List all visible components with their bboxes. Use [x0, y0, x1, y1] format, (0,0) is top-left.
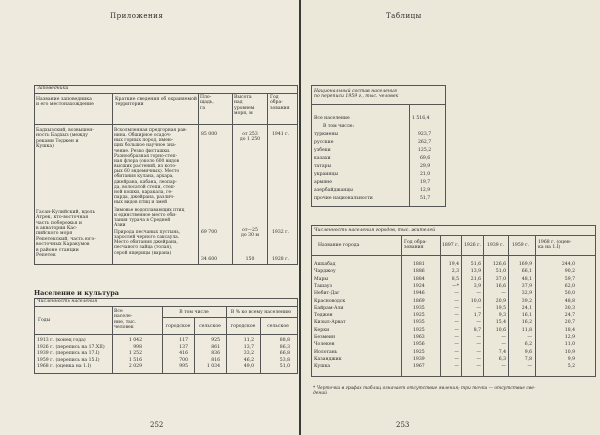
national-value: 1 516,4 — [412, 116, 430, 121]
city-1968: 10,9 — [564, 349, 575, 355]
population-urban-pct: 33,2 — [243, 351, 254, 356]
city-1926: 13,9 — [470, 269, 481, 275]
national-label: прочие национальности — [314, 196, 373, 201]
city-1897: — — [454, 305, 459, 311]
city-1968: 20,7 — [564, 320, 575, 326]
population-caption: Численность населения — [37, 299, 98, 304]
city-1897: — — [454, 349, 459, 355]
national-label: туркмены — [314, 132, 339, 137]
reserve-year: 1928 г. — [272, 257, 290, 262]
population-year: 1968 г. (оценка на 1.I) — [37, 364, 92, 369]
population-total: 1 252 — [128, 351, 142, 356]
city-founded: 1925 — [413, 327, 425, 333]
city-1939: 20,9 — [495, 298, 506, 304]
city-1897: — — [454, 298, 459, 304]
running-head-right: Таблицы — [386, 12, 422, 20]
city-1926: 3,9 — [473, 283, 481, 289]
city-founded: 1925 — [413, 313, 425, 319]
city-founded: 1924 — [413, 283, 425, 289]
national-label: В том числе: — [323, 124, 355, 129]
city-founded: 1884 — [413, 276, 425, 282]
reserve-name: Гасан-Кулийский, вдоль Атрек, кто-восточная часть побережья и в акватории Кас- пийского моря — [36, 210, 96, 237]
city-name: Безмеин — [314, 335, 336, 340]
population-rural-pct: 88,8 — [279, 338, 290, 343]
city-founded: 1963 — [413, 335, 425, 340]
city-1897: — — [454, 313, 459, 319]
city-1939: 126,6 — [492, 262, 506, 267]
city-1897: — — [454, 364, 459, 370]
population-urban: 117 — [179, 338, 188, 343]
city-1959: 11,8 — [521, 327, 532, 333]
city-1959: 16,1 — [521, 313, 532, 319]
reserve-name: Репетекский, часть юго- восточных Каракумов в районе станции Репетек — [36, 237, 96, 258]
city-1968: 244,0 — [561, 262, 575, 267]
population-sub-rural-pct: сельское — [267, 324, 289, 329]
city-1939: 37,0 — [495, 276, 506, 282]
national-label: русские — [314, 140, 334, 145]
national-value: 29,9 — [420, 164, 431, 169]
national-caption: Национальный состав населения по переписи 1959 г., тыс. человек — [314, 89, 399, 100]
city-1968: 18,4 — [564, 327, 575, 333]
population-urban: 995 — [179, 364, 188, 369]
city-1959: 16,2 — [521, 320, 532, 326]
population-urban: 700 — [179, 357, 188, 363]
population-urban: 416 — [179, 351, 188, 356]
population-rural: 925 — [211, 338, 220, 343]
city-founded: 1946 — [413, 291, 425, 297]
city-1968: 9,9 — [567, 356, 575, 362]
right-page — [301, 0, 600, 435]
city-founded: 1881 — [413, 262, 425, 267]
city-1897: — — [454, 335, 459, 340]
city-name: Байрам-Али — [314, 305, 344, 311]
city-name: Кизыл-Арват — [314, 320, 346, 326]
national-value: 262,7 — [418, 140, 432, 145]
cities-caption: Численность населения городов, тыс. жителей — [314, 228, 436, 233]
population-rural-pct: 51,0 — [279, 364, 290, 369]
reserves-col-name: Название заповедника и его местонахождение — [36, 97, 94, 108]
city-founded: 1939 — [413, 356, 425, 362]
population-urban-pct: 13,7 — [243, 344, 254, 350]
population-rural: 836 — [211, 351, 220, 356]
city-1968: 5,2 — [567, 364, 575, 370]
population-urban-pct: 49,0 — [243, 364, 254, 369]
reserve-info: Зимовье водоплавающих птиц и единственное место оби- тания турача в Средней Азии — [114, 208, 185, 229]
cities-footnote: * Черточка в графах таблиц означает отсутствие явления; три точки — отсутствие све- дений — [313, 386, 536, 397]
population-rural: 861 — [211, 344, 220, 350]
city-1897: 19,4 — [448, 262, 459, 267]
population-rural-pct: 53,8 — [279, 357, 290, 363]
city-1939: 6,3 — [498, 356, 506, 362]
city-1968: 24,7 — [564, 313, 575, 319]
cities-col-1926: 1926 г. — [464, 243, 482, 248]
population-year: 1959 г. (перепись на 15.I) — [37, 357, 100, 363]
city-1968: 90,2 — [564, 269, 575, 275]
city-1897: — — [454, 356, 459, 362]
national-value: 19,7 — [420, 180, 431, 185]
reserve-year: 1932 г. — [272, 230, 290, 235]
cities-col-founded: Год обра- зования — [404, 240, 427, 251]
city-1968: 12,9 — [564, 335, 575, 340]
city-1926: 21,6 — [470, 276, 481, 282]
national-value: 69,6 — [420, 156, 431, 161]
cities-col-1968: 1968 г. (оцен- ка на 1.I) — [538, 240, 572, 251]
population-total: 998 — [133, 344, 142, 350]
city-name: Казанджик — [314, 356, 342, 362]
city-1939: — — [501, 335, 506, 340]
city-name: Иолотань — [314, 349, 338, 355]
city-name: Мары — [314, 276, 329, 282]
reserves-col-altitude: Высота над уровнем моря, м — [234, 95, 255, 116]
city-1926: 10,0 — [470, 298, 481, 304]
population-col-percent: В % ко всему населению — [230, 310, 292, 315]
city-1939: 7,4 — [498, 349, 506, 355]
population-rural-pct: 66,8 — [279, 351, 290, 356]
reserve-altitude: 150 — [245, 257, 255, 262]
city-name: Керки — [314, 327, 330, 333]
city-1897: — — [454, 327, 459, 333]
city-1968: 59,7 — [564, 276, 575, 282]
city-founded: 1869 — [413, 298, 425, 304]
city-1939: 9,3 — [498, 313, 506, 319]
city-1926: 51,6 — [470, 262, 481, 267]
city-1959: 169,9 — [518, 262, 532, 267]
city-1926: — — [476, 291, 481, 297]
city-name: Кушка — [314, 364, 331, 370]
national-value: 923,7 — [418, 132, 432, 137]
reserve-altitude: от—25 до 30 м — [241, 228, 259, 239]
city-founded: 1935 — [413, 320, 425, 326]
national-value: 12,9 — [420, 188, 431, 193]
city-1959: 48,1 — [521, 276, 532, 282]
city-founded: 1886 — [413, 269, 425, 275]
city-1959: 66,1 — [521, 269, 532, 275]
page-number-left: 252 — [150, 421, 164, 429]
city-1939: 15,4 — [495, 320, 506, 326]
city-1959: — — [527, 335, 532, 340]
national-value: 125,2 — [418, 148, 432, 153]
population-sub-urban-pct: городское — [230, 324, 256, 329]
city-1926: — — [476, 335, 481, 340]
population-year: 1939 г. (перепись на 17.I) — [37, 351, 100, 356]
national-label: украинцы — [314, 172, 338, 177]
population-sub-urban: городское — [165, 324, 191, 329]
running-head-left: Приложения — [110, 12, 164, 20]
city-1939: 10,6 — [495, 327, 506, 333]
population-rural: 816 — [211, 357, 220, 363]
population-year: 1926 г. (перепись на 17.XII) — [37, 344, 105, 350]
city-1968: 62,0 — [564, 283, 575, 289]
city-name: Ташауз — [314, 283, 333, 289]
city-founded: 1935 — [413, 305, 425, 311]
population-urban: 137 — [179, 344, 188, 350]
city-1926: — — [476, 349, 481, 355]
city-founded: 1967 — [413, 364, 425, 370]
page-number-right: 253 — [396, 421, 410, 429]
city-1926: — — [476, 364, 481, 370]
city-1959: 7,8 — [524, 356, 532, 362]
city-1959: — — [527, 364, 532, 370]
national-label: армяне — [314, 180, 332, 185]
city-1959: 32,9 — [521, 291, 532, 297]
city-1926: — — [476, 320, 481, 326]
national-label: азербайджанцы — [314, 188, 353, 193]
city-name: Чолекен — [314, 342, 335, 348]
population-sub-rural: сельское — [199, 324, 221, 329]
reserves-col-year: Год обра- зования — [270, 95, 290, 111]
population-col-years: Годы — [38, 318, 51, 323]
city-1897: — — [454, 291, 459, 297]
city-1959: 39,2 — [521, 298, 532, 304]
city-1897: 8,5 — [451, 276, 459, 282]
population-urban-pct: 46,2 — [243, 357, 254, 363]
city-1968: 11,0 — [564, 342, 575, 348]
reserve-area: 69 700 — [201, 230, 218, 235]
reserve-area: 34 600 — [201, 257, 218, 262]
city-1939: — — [501, 364, 506, 370]
reserve-area: 85 000 — [201, 132, 218, 137]
city-1926: — — [476, 356, 481, 362]
city-founded: 1925 — [413, 349, 425, 355]
reserves-caption: Заповедники — [37, 86, 69, 91]
cities-col-1959: 1959 г. — [512, 243, 530, 248]
city-1926: 8,7 — [473, 327, 481, 333]
city-1897: —* — [452, 283, 459, 289]
city-1959: 6,2 — [524, 342, 532, 348]
city-1939: — — [501, 291, 506, 297]
city-name: Ашхабад — [314, 262, 336, 267]
population-total: 1 516 — [128, 357, 142, 363]
population-total: 1 042 — [128, 338, 142, 343]
national-label: татары — [314, 164, 332, 169]
reserve-info: Природа песчаных пустынь, зарослей черного саксаула. Место обитания джейрана, песчаного зайца (толая), серой ящерицы (варана) — [114, 230, 181, 256]
national-label: Все население — [314, 116, 350, 121]
population-urban-pct: 11,2 — [243, 338, 254, 343]
city-name: Теджен — [314, 313, 333, 319]
city-1939: — — [501, 342, 506, 348]
city-1926: — — [476, 305, 481, 311]
city-name: Красноводск — [314, 298, 346, 304]
city-1968: 50,0 — [564, 291, 575, 297]
cities-col-1939: 1939 г. — [487, 243, 505, 248]
city-name: Чарджоу — [314, 269, 336, 275]
population-year: 1913 г. (конец года) — [37, 338, 86, 343]
national-label: казахи — [314, 156, 331, 161]
reserve-name: Бадхызский, возвышен- ность Бадхыз (между реками Теджен и Кушка) — [36, 128, 94, 149]
reserves-col-info: Краткие сведения об охраняемой территории — [115, 97, 197, 108]
national-value: 21,0 — [420, 172, 431, 177]
city-1959: 37,9 — [521, 283, 532, 289]
city-1939: 19,5 — [495, 305, 506, 311]
reserve-info: Всхолмленная предгорная рав- нина. Обширное осадоч- ных горных пород, имею- щих большое научное зна- чение. Резко фисташки. Разнообразная горно-степ- ная флора (около 600 видов высших растений, из кото- рых 60 эндемичных). Место обитания кулана, архара, джейрана, кабана, леопар- да, волосатой степи, степ- ной кошки, каракала, ге- парда, джейрана, различ- ных видов птиц и змей — [114, 128, 187, 206]
section-title-population: Население и культура — [34, 289, 120, 297]
population-rural: 1 034 — [206, 364, 220, 369]
population-col-total: Все населе- ние, тыс. человек — [114, 309, 136, 330]
population-total: 2 029 — [128, 364, 142, 369]
national-label: узбеки — [314, 148, 331, 153]
reserves-col-area: Пло- щадь, га — [200, 95, 214, 111]
population-col-including: В том числе — [179, 310, 209, 315]
city-1939: 16,6 — [495, 283, 506, 289]
cities-col-1897: 1897 г. — [442, 243, 460, 248]
left-page — [0, 0, 299, 435]
city-1926: 1,7 — [473, 313, 481, 319]
reserve-year: 1941 г. — [272, 132, 290, 137]
city-1959: 24,1 — [521, 305, 532, 311]
city-1968: 48,8 — [564, 298, 575, 304]
city-1968: 30,3 — [564, 305, 575, 311]
city-1897: — — [454, 320, 459, 326]
reserve-altitude: от 253 до 1 250 — [239, 132, 261, 143]
city-1926: — — [476, 342, 481, 348]
city-1959: 9,6 — [524, 349, 532, 355]
city-name: Небит-Даг — [314, 291, 340, 297]
national-value: 51,7 — [420, 196, 431, 201]
cities-col-name: Название города — [318, 243, 360, 248]
city-1939: 51,0 — [495, 269, 506, 275]
city-1897: 2,3 — [451, 269, 459, 275]
city-1897: — — [454, 342, 459, 348]
city-founded: 1956 — [413, 342, 425, 348]
population-rural-pct: 86,3 — [279, 344, 290, 350]
